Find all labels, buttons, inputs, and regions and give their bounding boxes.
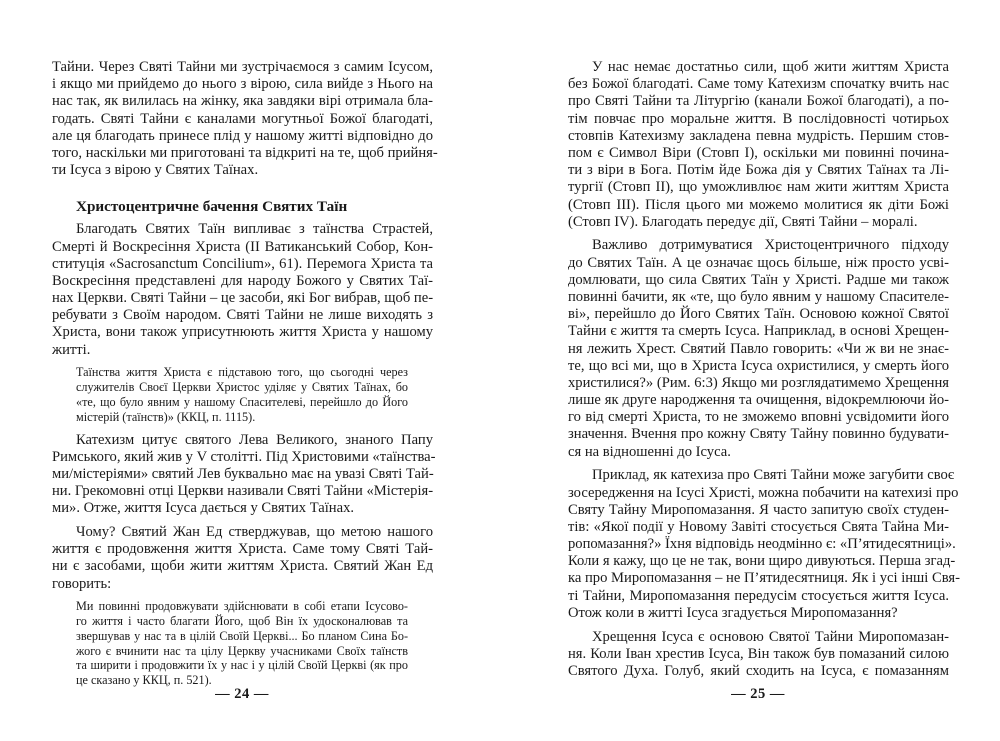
text-line: Ми повинні продовжувати здійснювати в собі етапи Ісусово- [76, 599, 408, 614]
text-line: Святу Тайну Миропомазання. Я часто запитую своїх студен- [568, 501, 949, 518]
text-line: нах Церкви. Святі Тайни – це засоби, які Бог вибрав, щоб пе- [52, 290, 434, 307]
text-line: христилися?» (Рим. 6:3) Якщо ми розглядатимемо Хрещення [568, 374, 949, 391]
text-line: Чому? Святий Жан Ед стверджував, що метою нашого [76, 523, 433, 540]
text-line: Святого Духа. Голуб, який сходить на Ісуса, є помазанням [568, 662, 949, 679]
right-page [500, 0, 1000, 741]
text-line: ня. Коли Іван хрестив Ісуса, Він також був помазаний силою [568, 645, 949, 662]
text-line: житті. [52, 341, 91, 358]
block-quote-ccc-1115 [76, 365, 408, 424]
text-line: Тайни. Через Святі Тайни ми зустрічаємося з самим Ісусом, [52, 59, 433, 75]
text-line: пом є Символ Віри (Стовп І), оскільки ми повинні почина- [568, 144, 949, 161]
text-line: ти з віри в Бога. Потім йде Божа дія у Святих Таїнах та Лі- [568, 162, 949, 179]
text-line: Христа, вони також уприсутнюють життя Христа у нашому [52, 324, 433, 341]
paragraph-christocentric-approach [568, 237, 949, 460]
text-line: ни. Грекомовні отці Церкви називали Святі Тайни «Містерія- [52, 483, 434, 500]
text-line: до Святих Таїн. А це означає щось більше, ніж просто усві- [568, 254, 949, 271]
text-line: Хрещення Ісуса є основою Святої Тайни Миропомазан- [592, 628, 949, 645]
text-line: У нас немає достатньо сили, щоб жити життям Христа [592, 59, 949, 75]
text-line: го життя і часто благати Його, щоб Він їх удосконалював та [76, 613, 408, 628]
text-line: Таїнства життя Христа є підставою того, що сьогодні через [76, 365, 408, 380]
text-line: містерій (таїнств)» (ККЦ, п. 1115). [76, 409, 256, 424]
page-number: — 25 — [731, 686, 785, 702]
text-line: стовпів Катехизму закладена певна мудрість. Першим стов- [568, 127, 949, 144]
text-line: Благодать Святих Таїн випливає з таїнства Страстей, [76, 221, 433, 238]
section-heading: Христоцентричне бачення Святих Таїн [76, 198, 348, 216]
text-line: повинні бачити, як «те, що було явним у нашому Спасителе- [568, 288, 949, 305]
text-line: тім повчає про моральне життя. В послідовності чотирьох [568, 110, 949, 127]
text-line: Смерті й Воскресіння Христа (ІІ Ватиканський Собор, Кон- [52, 238, 433, 255]
text-line: служителів Своєї Церкви Христос уділяє у Святих Таїнах, бо [76, 380, 408, 395]
text-line: зосередження на Ісусі Христі, можна побачити на катехизі про [568, 484, 959, 501]
text-line: та ширити і продовжити їх у нас і у цілій Своїй Церкві (як про [76, 658, 408, 673]
text-line: Приклад, як катехиза про Святі Тайни може загубити своє [592, 467, 955, 484]
text-line: ропомазання?» Їхня відповідь неодмінно є: «П’ятидесятниці». [568, 536, 956, 553]
text-line: говорить: [52, 575, 112, 592]
page-number: — 24 — [215, 686, 269, 702]
text-line: про Святі Тайни та Літургію (канали Божої благодаті), а по- [568, 93, 949, 110]
text-line: тів: «Якої події у Новому Завіті стосується Свята Тайна Ми- [568, 518, 949, 535]
text-line: ни є засобами, щоби жити життям Христа. Святий Жан Ед [52, 558, 433, 575]
text-line: Отож коли в житті Ісуса згадується Миропомазання? [568, 604, 898, 621]
text-line: лише як друге народження та очищення, відокремлюючи йо- [568, 392, 949, 409]
text-line: але ця благодать принесе плід у нашому житті відповідно до [52, 127, 433, 144]
text-line: Важливо дотримуватися Христоцентричного підходу [592, 237, 949, 254]
text-line: значення. Вчення про кожну Святу Тайну повинно будувати- [568, 426, 949, 443]
text-line: це сказано у ККЦ, п. 521). [76, 673, 212, 688]
text-line: ституція «Sacrosanctum Concilium», 61). Перемога Христа та [52, 255, 433, 272]
paragraph-leo-the-great [52, 431, 436, 518]
text-line: Воскресіння представлені для народу Божого у Святих Таї- [52, 272, 433, 289]
text-line: нас так, як вилилась на жінку, яка завдяки вірі отримала бла- [52, 93, 433, 110]
text-line: Римського, який жив у V столітті. Під Христовими «таїнства- [52, 448, 436, 465]
text-line: ка про Миропомазання – не П’ятидесятниця. Як і усі інші Свя- [568, 570, 961, 587]
text-line: ві», перейшло до Його Святих Таїн. Основою кожної Святої [568, 306, 949, 323]
text-line: годать. Святі Тайни є каналами могутньої Божої благодаті, [52, 110, 433, 127]
text-line: Коли я кажу, що це не так, вони щиро дивуються. Перша згад- [568, 553, 956, 570]
text-line: (Стовп ІІІ). Після цього ми можемо молитися як діти Божі [568, 196, 949, 213]
text-line: ми/містеріями» святий Лев буквально має на увазі Святі Тай- [52, 465, 434, 482]
block-quote-ccc-521 [76, 599, 408, 688]
text-line: і якщо ми прийдемо до нього з вірою, сила вийде з Нього на [52, 76, 433, 93]
left-page-text [52, 59, 438, 695]
paragraph-grace-needed [568, 59, 949, 231]
text-line: ті Тайни, Миропомазання передусім стосується життя Ісуса. [568, 587, 949, 604]
text-line: го від смерті Христа, то не зможемо вповні усвідомити його [568, 409, 949, 426]
paragraph-baptism-of-jesus [568, 629, 949, 681]
text-line: Тайни є життя та смерть Ісуса. Наприклад, в основі Хрещен- [568, 323, 949, 340]
text-line: ребувати з Своїм народом. Святі Тайни не лише виходять з [52, 307, 433, 324]
text-line: «те, що було явним у нашому Спасителеві, перейшло до Його [76, 394, 408, 409]
text-line: домлювати, що сила Святих Таїн у Христі. Радше ми також [568, 271, 949, 288]
text-line: без Божої благодаті. Саме тому Катехизм спочатку вчить нас [568, 76, 949, 93]
text-line: жого є вчинити нас та цілу Церкву учасниками Своїх таїнств [76, 643, 408, 658]
paragraph-john-eudes [52, 524, 433, 593]
paragraph-grace [52, 221, 433, 359]
text-line: ся на відношенні до Ісуса. [568, 443, 731, 460]
right-page-text [568, 59, 961, 687]
text-line: ми». Отже, життя Ісуса дається у Святих Таїнах. [52, 500, 355, 517]
text-line: ня лежить Хрест. Святий Павло говорить: «Чи ж ви не знає- [568, 340, 949, 357]
intro-paragraph [52, 59, 438, 179]
text-line: Катехизм цитує святого Лева Великого, знаного Папу [76, 431, 433, 448]
text-line: того, наскільки ми приготовані та відкриті на те, щоб прийня- [52, 144, 438, 161]
text-line: звершував у нас та в цілій Своїй Церкві... Бо планом Сина Бо- [76, 628, 408, 643]
text-line: тургії (Стовп ІІ), що уможливлює нам жити життям Христа [568, 179, 949, 196]
text-line: життя є продовження життя Христа. Саме тому Святі Тай- [52, 541, 433, 558]
text-line: (Стовп IV). Благодать передує дії, Святі Тайни – моралі. [568, 213, 918, 230]
text-line: те, що всі ми, що в Христа Ісуса охристилися, у смерть його [568, 357, 949, 374]
paragraph-chrismation-example [568, 467, 961, 622]
text-line: ти Ісуса з вірою у Святих Таїнах. [52, 162, 259, 179]
